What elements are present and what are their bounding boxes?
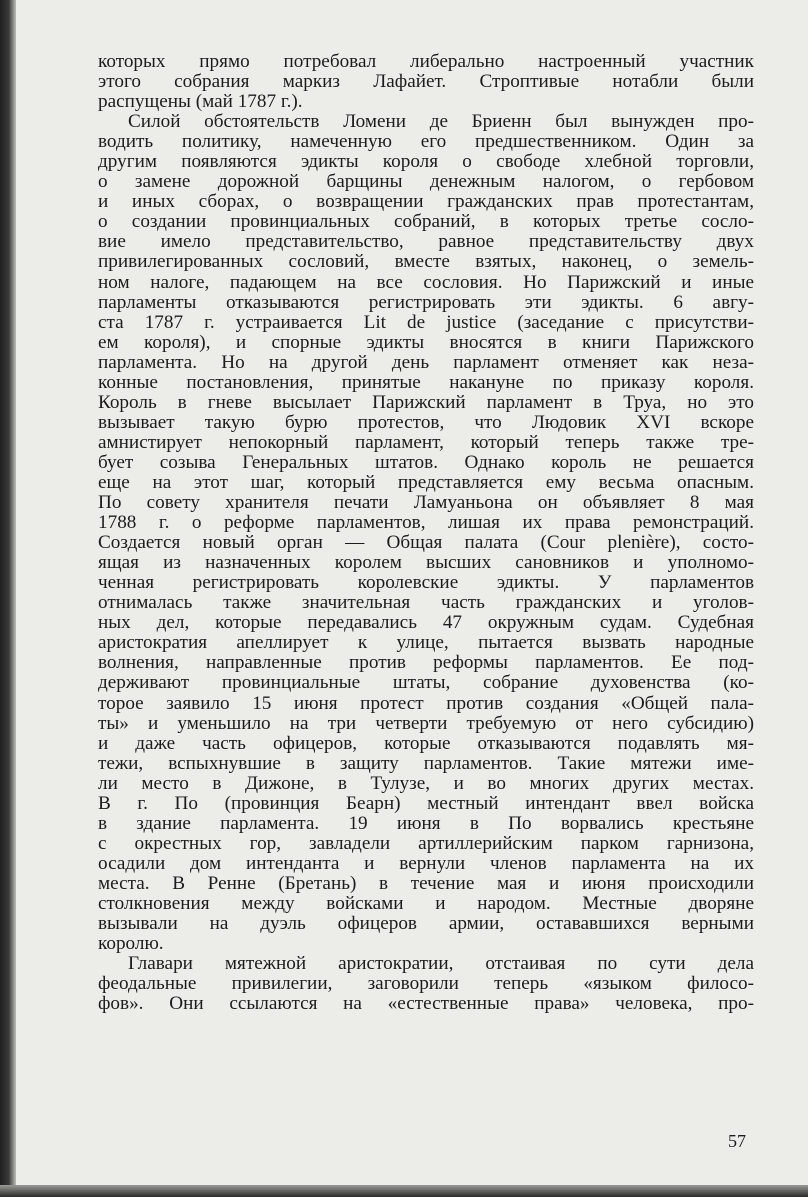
text-line: с окрестных гор, завладели артиллерийским парком гарнизона, [98, 832, 754, 854]
text-line: парламента. Но на другой день парламент отменяет как неза- [98, 351, 754, 373]
text-line: о замене дорожной барщины денежным налогом, о гербовом [98, 171, 754, 193]
text-line: королю. [98, 933, 164, 955]
text-line: 1788 г. о реформе парламентов, лишая их права ремонстраций. [98, 512, 754, 534]
text-line: Силой обстоятельств Ломени де Бриенн был вынужден про- [128, 111, 754, 133]
text-line: ста 1787 г. устраивается Lit de justice (заседание с присутстви- [98, 311, 754, 333]
text-line: другим появляются эдикты короля о свободе хлебной торговли, [98, 151, 754, 173]
text-line: и иных сборах, о возвращении гражданских прав протестантам, [98, 191, 754, 213]
text-line: бует созыва Генеральных штатов. Однако король не решается [98, 451, 754, 473]
text-line: водить политику, намеченную его предшественником. Один за [98, 131, 754, 153]
text-line: ем короля), и спорные эдикты вносятся в книги Парижского [98, 331, 754, 353]
text-line: По совету хранителя печати Ламуаньона он объявляет 8 мая [98, 492, 754, 514]
text-line: фов». Они ссылаются на «естественные права» человека, про- [98, 993, 754, 1015]
text-line: вызывали на дуэль офицеров армии, остававшихся верными [98, 913, 754, 935]
book-page [16, 0, 808, 1185]
text-line: еще на этот шаг, который представляется ему весьма опасным. [98, 471, 754, 493]
text-line: Главари мятежной аристократии, отстаивая по сути дела [128, 953, 754, 975]
text-line: торое заявило 15 июня протест против создания «Общей пала- [98, 692, 754, 714]
text-line: столкновения между войсками и народом. Местные дворяне [98, 892, 754, 914]
text-line: конные постановления, принятые накануне по приказу короля. [98, 371, 754, 393]
text-line: отнималась также значительная часть гражданских и уголов- [98, 592, 754, 614]
text-line: которых прямо потребовал либерально настроенный участник [98, 51, 754, 72]
text-line: осадили дом интенданта и вернули членов парламента на их [98, 852, 754, 874]
text-line: В г. По (провинция Беарн) местный интендант ввел войска [98, 792, 754, 814]
text-line: места. В Ренне (Бретань) в течение мая и июня происходили [98, 872, 754, 894]
text-line: и даже часть офицеров, которые отказываются подавлять мя- [98, 732, 754, 754]
body-text [98, 52, 754, 1014]
text-line: вызывает такую бурю протестов, что Людовик XVI вскоре [98, 411, 754, 433]
text-line: амнистирует непокорный парламент, который теперь также тре- [98, 431, 754, 453]
text-line: Король в гневе высылает Парижский парламент в Труа, но это [98, 391, 754, 413]
text-line: волнения, направленные против реформы парламентов. Ее под- [98, 652, 754, 674]
text-line: тежи, вспыхнувшие в защиту парламентов. Такие мятежи име- [98, 752, 754, 774]
text-line: феодальные привилегии, заговорили теперь «языком филосо- [98, 973, 754, 995]
text-line: парламенты отказываются регистрировать эти эдикты. 6 авгу- [98, 291, 754, 313]
text-line: вие имело представительство, равное представительству двух [98, 231, 754, 253]
text-line: ящая из назначенных королем высших сановников и уполномо- [98, 552, 754, 574]
text-line: ных дел, которые передавались 47 окружным судам. Судебная [98, 612, 754, 634]
text-line: о создании провинциальных собраний, в которых третье сосло- [98, 211, 754, 233]
text-line: распущены (май 1787 г.). [98, 91, 303, 113]
page-number: 57 [728, 1131, 746, 1151]
text-line: Создается новый орган — Общая палата (Cour plenière), состо- [98, 532, 754, 554]
scan-shadow-left [0, 0, 16, 1197]
text-line: держивают провинциальные штаты, собрание духовенства (ко- [98, 672, 754, 694]
text-line: аристократия апеллирует к улице, пытается вызвать народные [98, 632, 754, 654]
text-line: ченная регистрировать королевские эдикты. У парламентов [98, 572, 754, 594]
text-line: этого собрания маркиз Лафайет. Строптивые нотабли были [98, 71, 754, 93]
text-line: ты» и уменьшило на три четверти требуемую от него субсидию) [98, 712, 754, 734]
scan-shadow-bottom [0, 1185, 808, 1197]
text-line: в здание парламента. 19 июня в По ворвались крестьяне [98, 812, 754, 834]
text-line: ном налоге, падающем на все сословия. Но Парижский и иные [98, 271, 754, 293]
text-line: привилегированных сословий, вместе взятых, наконец, о земель- [98, 251, 754, 273]
text-line: ли место в Дижоне, в Тулузе, и во многих других местах. [98, 772, 754, 794]
